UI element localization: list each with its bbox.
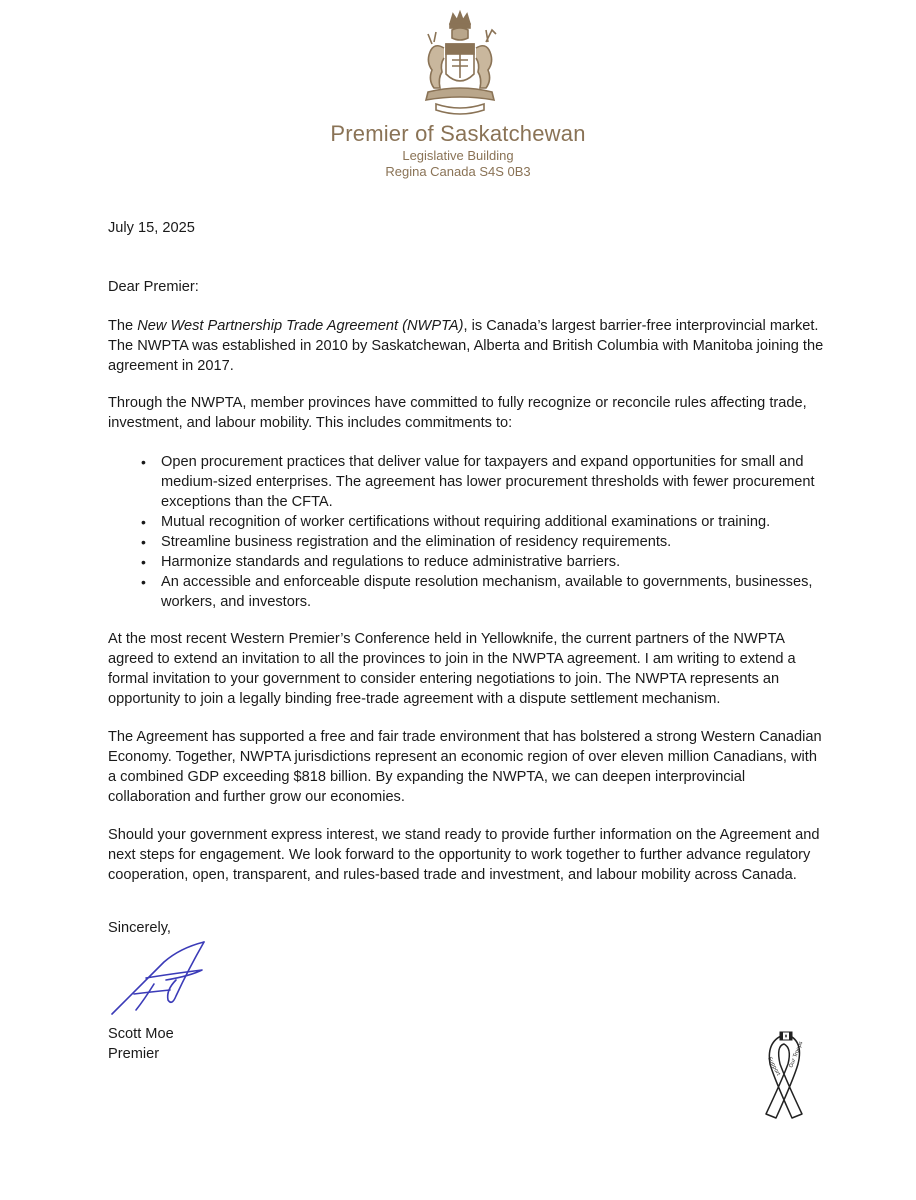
svg-text:Our Troops: Our Troops (788, 1040, 805, 1069)
letter-date: July 15, 2025 (108, 220, 195, 236)
paragraph-2: Through the NWPTA, member provinces have committed to fully recognize or reconcile rules affecting trade, investment, and labour mobility. This includes commitments to: (108, 395, 807, 431)
paragraph-1-rest: , is Canada’s largest barrier-free interprovincial market. The NWPTA was established in 2010 by Saskatchewan, Alberta and British Columbia with Manitoba joining the agreement in 2017. (108, 318, 824, 374)
list-item: • Streamline business registration and the elimination of residency requirements. (108, 532, 828, 552)
paragraph-4: The Agreement has supported a free and fair trade environment that has bolstered a strong Western Canadian Economy. Together, NWPTA jurisdictions represent an economic region of over eleven million Canadians, with a combined GDP exceeding $818 billion. By expanding the NWPTA, we can deepen interprovincial collaboration and further grow our economies. (108, 729, 822, 805)
svg-text:Support: Support (766, 1056, 782, 1078)
list-item: • Open procurement practices that deliver value for taxpayers and expand opportunities for small and medium-sized enterprises. The agreement has lower procurement thresholds with fewer procurement exceptions than the CFTA. (108, 452, 828, 512)
closing: Sincerely, (108, 920, 171, 936)
letterhead-address-line-2: Regina Canada S4S 0B3 (385, 164, 531, 179)
list-item: • An accessible and enforceable dispute resolution mechanism, available to governments, businesses, workers, and investors. (108, 572, 828, 612)
letterhead-title: Premier of Saskatchewan (330, 121, 586, 146)
paragraph-1-lead: The (108, 318, 138, 334)
list-item: • Harmonize standards and regulations to reduce administrative barriers. (108, 552, 828, 572)
support-troops-ribbon-icon (756, 1030, 814, 1122)
agreement-name: New West Partnership Trade Agreement (NWPTA) (137, 318, 464, 334)
signature (106, 940, 216, 1022)
list-item: • Mutual recognition of worker certifications without requiring additional examinations or training. (108, 512, 828, 532)
commitments-list (108, 452, 828, 612)
signatory-name: Scott Moe (108, 1026, 174, 1042)
paragraph-5: Should your government express interest, we stand ready to provide further information on the Agreement and next steps for engagement. We look forward to the opportunity to work together to further advance regulatory cooperation, open, transparent, and rules-based trade and investment, and labour mobility across Canada. (108, 827, 820, 883)
paragraph-3: At the most recent Western Premier’s Conference held in Yellowknife, the current partners of the NWPTA agreed to extend an invitation to all the provinces to join in the NWPTA agreement. I am writing to extend a formal invitation to your government to consider entering negotiations to join. The NWPTA represents an opportunity to join a legally binding free-trade agreement with a dispute settlement mechanism. (108, 631, 796, 707)
paragraph-1 (108, 316, 828, 376)
coat-of-arms-icon (410, 8, 510, 120)
letterhead-address-line-1: Legislative Building (402, 148, 514, 163)
signatory-title: Premier (108, 1046, 160, 1062)
salutation: Dear Premier: (108, 279, 199, 295)
